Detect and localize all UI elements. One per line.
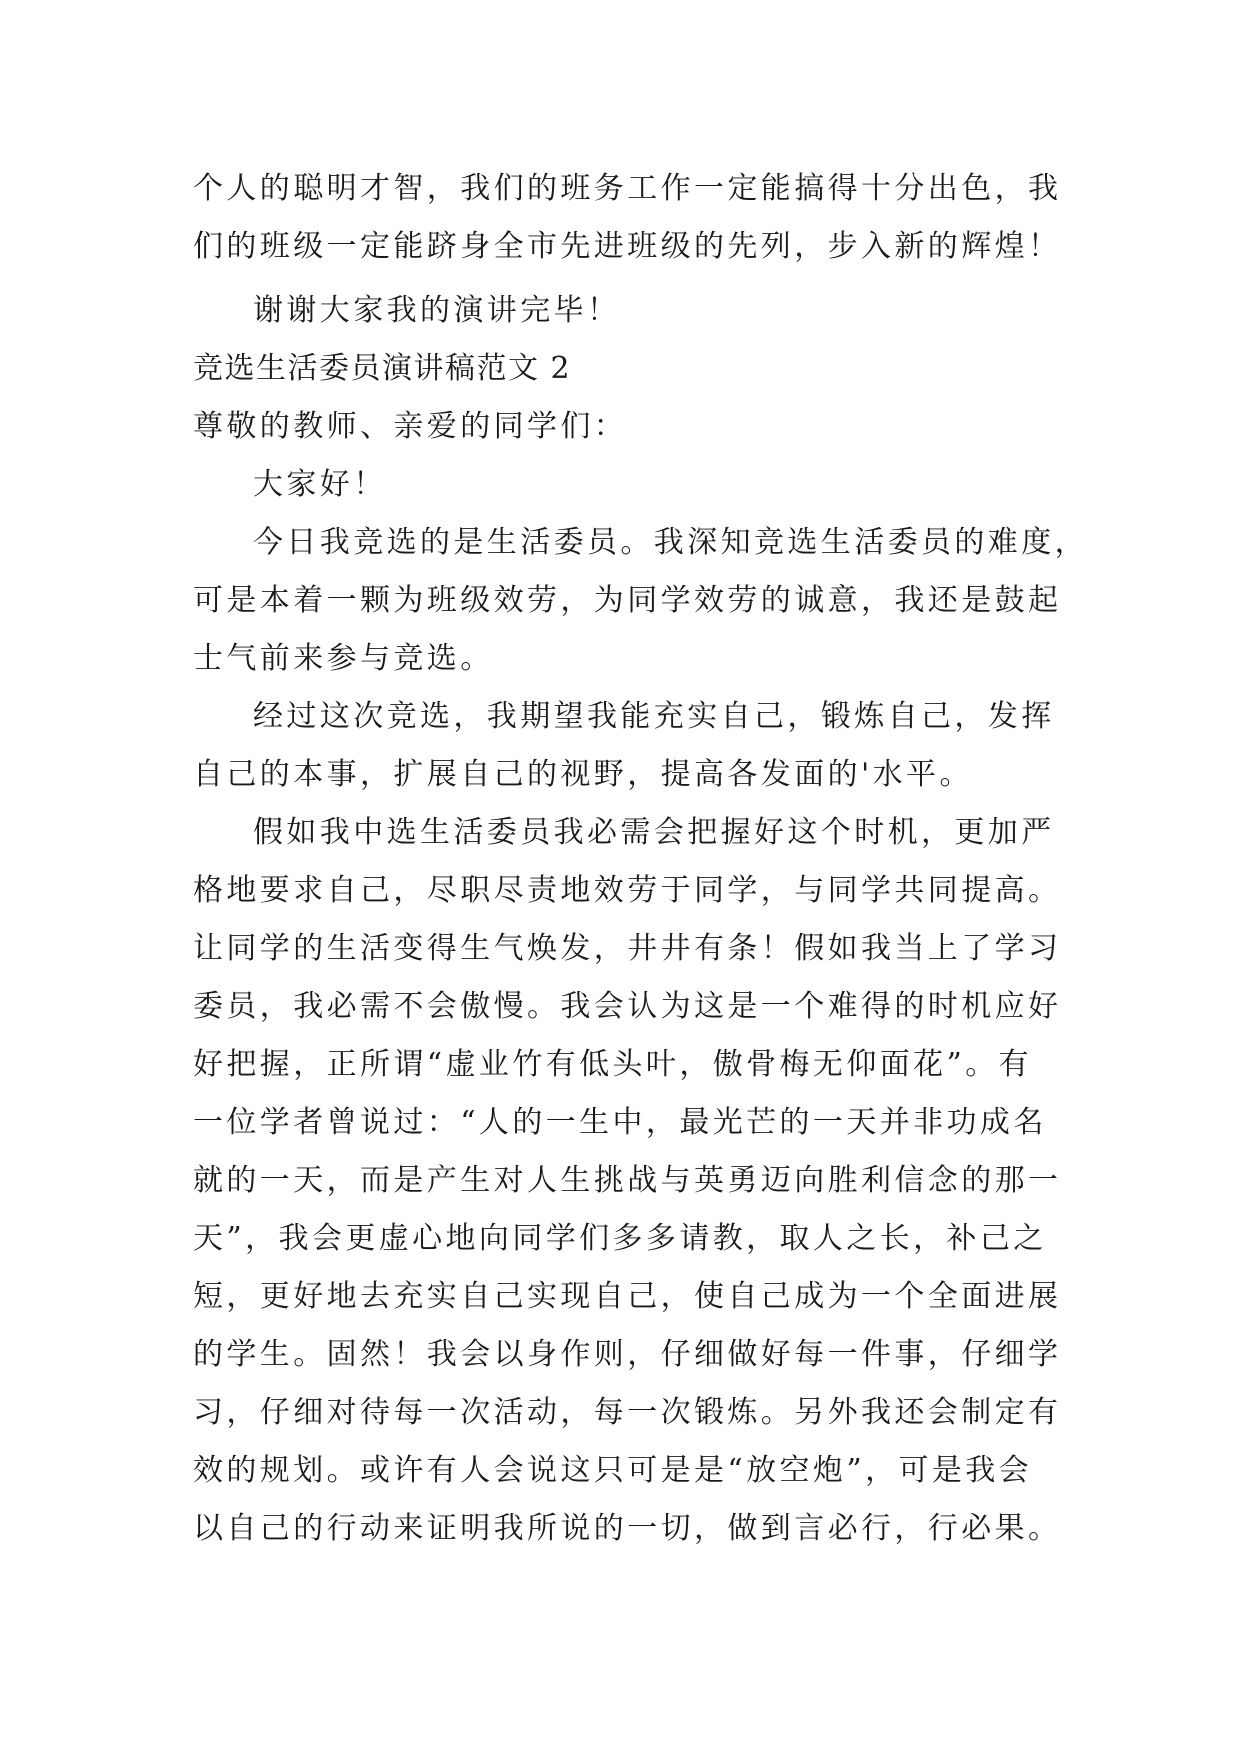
text-line: 就的一天，而是产生对人生挑战与英勇迈向胜利信念的那一 [193, 1163, 1062, 1198]
text-line: 格地要求自己，尽职尽责地效劳于同学，与同学共同提高。 [193, 873, 1062, 908]
text-line: 短，更好地去充实自己实现自己，使自己成为一个全面进展 [193, 1279, 1062, 1314]
text-line: 的学生。固然！我会以身作则，仔细做好每一件事，仔细学 [193, 1337, 1062, 1372]
text-line: 谢谢大家我的演讲完毕！ [253, 293, 621, 328]
text-line: 经过这次竞选，我期望我能充实自己，锻炼自己，发挥 [253, 699, 1055, 734]
text-line: 习，仔细对待每一次活动，每一次锻炼。另外我还会制定有 [193, 1395, 1062, 1430]
text-line: 效的规划。或许有人会说这只可是是“放空炮”，可是我会 [193, 1453, 1033, 1488]
speech-text [193, 160, 1088, 1558]
section-title: 竞选生活委员演讲稿范文 2 [193, 351, 572, 386]
salutation: 尊敬的教师、亲爱的同学们： [193, 409, 628, 444]
text-line: 假如我中选生活委员我必需会把握好这个时机，更加严 [253, 815, 1055, 850]
text-line: 今日我竞选的是生活委员。我深知竞选生活委员的难度， [253, 525, 1088, 560]
text-line: 自己的本事，扩展自己的视野，提高各发面的'水平。 [193, 757, 973, 792]
text-line: 士气前来参与竞选。 [193, 641, 494, 676]
text-line: 好把握，正所谓“虚业竹有低头叶，傲骨梅无仰面花”。有 [193, 1047, 1033, 1082]
text-line: 委员，我必需不会傲慢。我会认为这是一个难得的时机应好 [193, 989, 1062, 1024]
text-line: 天”，我会更虚心地向同学们多多请教，取人之长，补己之 [193, 1221, 1047, 1256]
text-line: 一位学者曾说过：“人的一生中，最光芒的一天并非功成名 [193, 1105, 1047, 1140]
text-line: 让同学的生活变得生气焕发，井井有条！假如我当上了学习 [193, 931, 1062, 966]
greeting: 大家好！ [253, 467, 387, 502]
text-line: 们的班级一定能跻身全市先进班级的先列，步入新的辉煌！ [193, 229, 1062, 264]
text-line: 个人的聪明才智，我们的班务工作一定能搞得十分出色，我 [193, 171, 1062, 206]
text-line: 可是本着一颗为班级效劳，为同学效劳的诚意，我还是鼓起 [193, 583, 1062, 618]
text-line: 以自己的行动来证明我所说的一切，做到言必行，行必果。 [193, 1511, 1062, 1546]
